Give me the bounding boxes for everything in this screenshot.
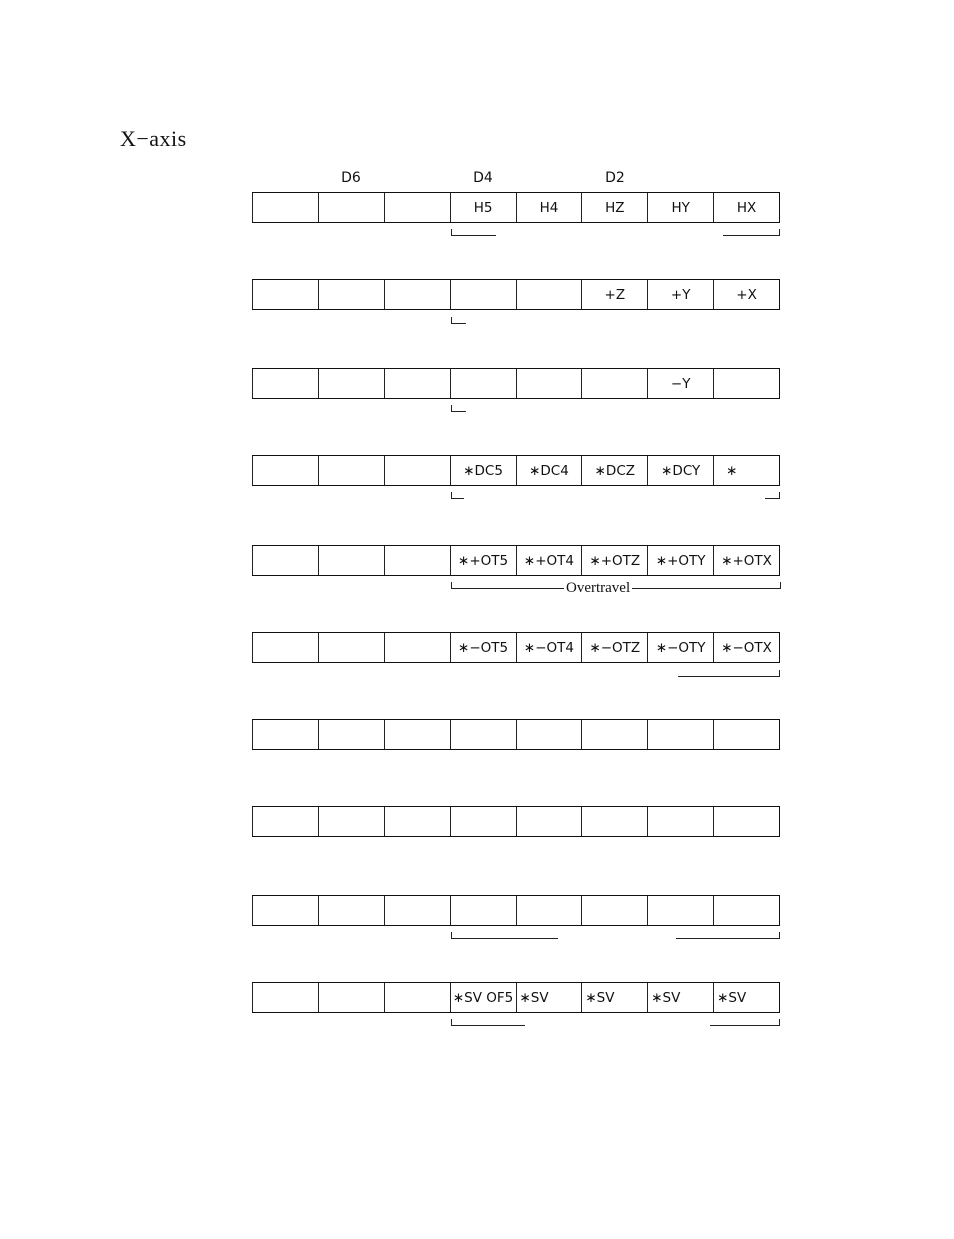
bit-label-d6: D6 [341, 170, 361, 186]
register-cell: ∗+OTZ [581, 546, 647, 575]
register-cell [647, 896, 713, 925]
register-cell [384, 983, 450, 1012]
register-cell [252, 983, 318, 1012]
group-bracket-right [723, 229, 780, 236]
group-bracket-right [676, 932, 780, 939]
register-row [252, 632, 780, 663]
register-cell [252, 369, 318, 398]
register-cell [252, 456, 318, 485]
register-cell [581, 896, 647, 925]
register-row [252, 368, 780, 399]
register-cell [450, 280, 516, 309]
register-cell: H4 [516, 193, 582, 222]
register-cell: ∗SV [581, 983, 647, 1012]
register-cell [384, 280, 450, 309]
register-cell: ∗+OTY [647, 546, 713, 575]
register-cell [581, 369, 647, 398]
register-cell: ∗+OTX [713, 546, 779, 575]
register-cell [252, 807, 318, 836]
register-cell: −Y [647, 369, 713, 398]
register-cell: ∗ [713, 456, 779, 485]
register-cell: +Y [647, 280, 713, 309]
register-cell [384, 807, 450, 836]
register-cell [516, 280, 582, 309]
register-cell: HY [647, 193, 713, 222]
register-cell: +Z [581, 280, 647, 309]
register-cell: H5 [450, 193, 516, 222]
register-cell [318, 369, 384, 398]
register-cell: ∗−OT4 [516, 633, 582, 662]
register-cell: ∗SV [713, 983, 779, 1012]
register-cell [581, 807, 647, 836]
register-cell [516, 369, 582, 398]
register-cell: ∗SV [516, 983, 582, 1012]
group-bracket-left [451, 492, 464, 499]
register-cell [516, 807, 582, 836]
register-cell: ∗DC4 [516, 456, 582, 485]
register-cell: HX [713, 193, 779, 222]
register-cell [252, 720, 318, 749]
register-cell: ∗−OTX [713, 633, 779, 662]
register-row [252, 279, 780, 310]
register-cell [318, 983, 384, 1012]
register-cell [384, 546, 450, 575]
register-cell: ∗+OT5 [450, 546, 516, 575]
register-cell: HZ [581, 193, 647, 222]
register-cell [318, 546, 384, 575]
register-cell [384, 193, 450, 222]
register-cell [647, 807, 713, 836]
register-row [252, 545, 780, 576]
register-row [252, 455, 780, 486]
register-cell: ∗DC5 [450, 456, 516, 485]
register-cell [318, 807, 384, 836]
register-cell: ∗−OTY [647, 633, 713, 662]
register-cell: ∗DCZ [581, 456, 647, 485]
group-bracket-right [765, 492, 780, 499]
group-bracket-left [451, 932, 558, 939]
group-bracket-left [451, 317, 466, 324]
register-cell [318, 720, 384, 749]
register-cell [713, 720, 779, 749]
register-row [252, 192, 780, 223]
register-cell [450, 369, 516, 398]
register-cell [252, 546, 318, 575]
register-cell [252, 280, 318, 309]
register-row [252, 982, 780, 1013]
group-bracket-right [678, 670, 780, 677]
register-cell [384, 720, 450, 749]
register-cell: ∗SV [647, 983, 713, 1012]
register-cell [713, 896, 779, 925]
register-cell [450, 720, 516, 749]
register-cell [318, 633, 384, 662]
overtravel-caption: Overtravel [566, 580, 631, 596]
register-cell [318, 896, 384, 925]
group-bracket-left [451, 229, 496, 236]
register-cell [450, 896, 516, 925]
register-row [252, 806, 780, 837]
register-cell [318, 280, 384, 309]
bit-label-d4: D4 [473, 170, 493, 186]
group-bracket-left [451, 1019, 525, 1026]
register-cell [384, 633, 450, 662]
register-cell [581, 720, 647, 749]
register-cell: ∗+OT4 [516, 546, 582, 575]
group-bracket-left [451, 405, 466, 412]
register-cell [384, 456, 450, 485]
register-cell [384, 369, 450, 398]
register-cell [713, 807, 779, 836]
register-cell [647, 720, 713, 749]
register-cell: ∗−OT5 [450, 633, 516, 662]
register-cell [450, 807, 516, 836]
register-cell [516, 720, 582, 749]
register-cell [252, 193, 318, 222]
bit-label-d2: D2 [605, 170, 625, 186]
register-cell: ∗DCY [647, 456, 713, 485]
bit-labels [0, 170, 954, 190]
register-cell: ∗−OTZ [581, 633, 647, 662]
register-cell: ∗SV OF5 [450, 983, 516, 1012]
register-cell [252, 896, 318, 925]
register-row [252, 895, 780, 926]
page-title: X−axis [120, 126, 187, 151]
register-cell: +X [713, 280, 779, 309]
register-cell [713, 369, 779, 398]
register-cell [252, 633, 318, 662]
register-cell [516, 896, 582, 925]
register-cell [318, 193, 384, 222]
register-cell [318, 456, 384, 485]
register-row [252, 719, 780, 750]
register-cell [384, 896, 450, 925]
group-bracket-right [710, 1019, 780, 1026]
